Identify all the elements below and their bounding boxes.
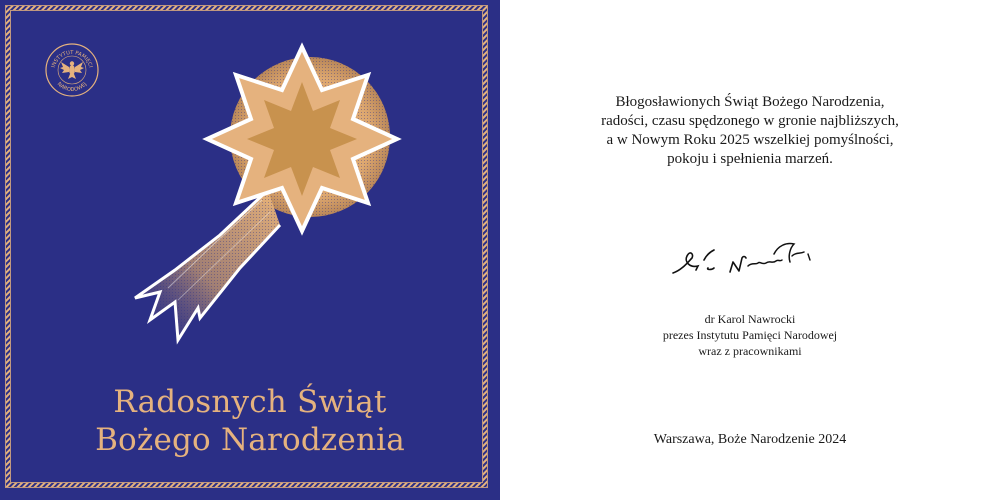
card-back [500,0,1000,500]
greeting-title-line-2: Bożego Narodzenia [95,422,405,458]
comet-tail [135,190,280,340]
wishes-line: pokoju i spełnienia marzeń. [667,151,833,167]
greeting-title-line-1: Radosnych Świąt [113,384,387,420]
greeting-title [0,383,500,459]
eight-point-star [207,47,397,231]
place-date: Warszawa, Boże Narodzenie 2024 [653,432,847,447]
signer-note: wraz z pracownikami [698,344,802,358]
wishes-line: Błogosławionych Świąt Bożego Narodzenia, [615,94,885,110]
wishes-text [500,93,1000,169]
svg-text:INSTYTUT PAMIĘCI: INSTYTUT PAMIĘCI [50,49,94,69]
handwritten-signature-icon [670,232,840,282]
wishes-line: radości, czasu spędzonego w gronie najbliższych, [601,113,899,129]
signer-block [500,311,1000,359]
wishes-line: a w Nowym Roku 2025 wszelkiej pomyślności, [606,132,894,148]
signer-title: prezes Instytutu Pamięci Narodowej [662,328,838,342]
signer-name: dr Karol Nawrocki [704,312,796,326]
svg-text:NARODOWEJ: NARODOWEJ [55,81,89,94]
